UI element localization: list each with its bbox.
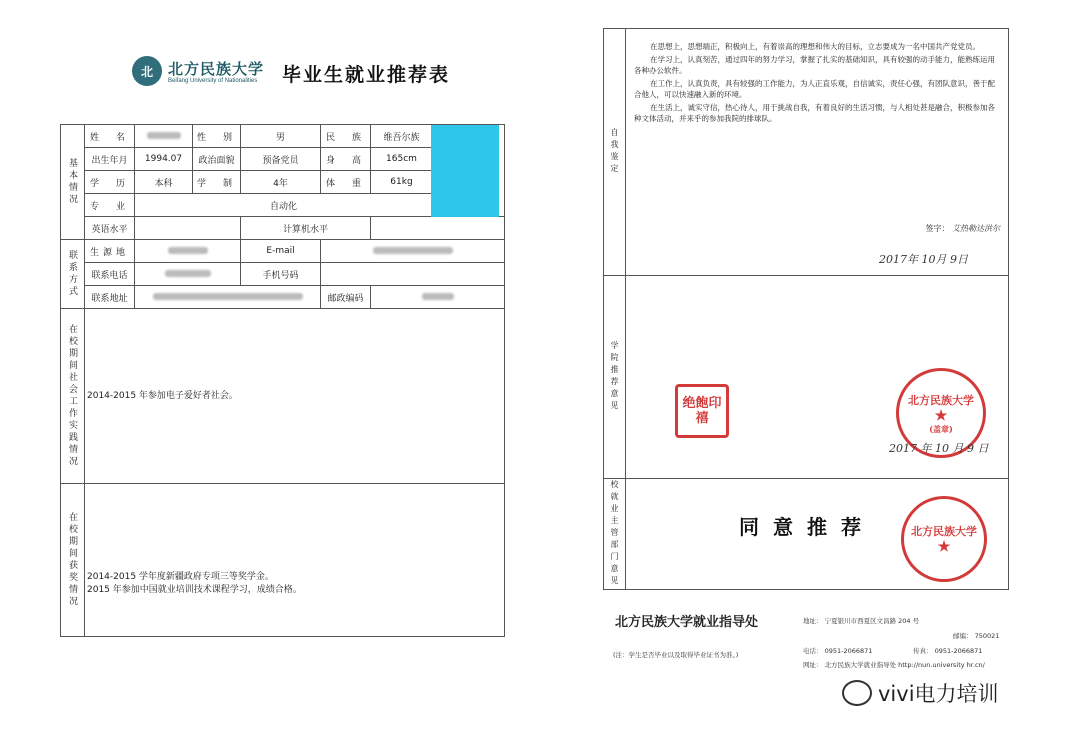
university-name-en: Beifang University of Nationalities xyxy=(168,78,258,84)
recommendation-form-page-1 xyxy=(52,18,540,666)
value-education: 本科 xyxy=(135,171,193,194)
label-mobile: 手机号码 xyxy=(241,263,321,286)
self-eval-para: 在生活上，诚实守信，热心待人，用于挑战自我，有着良好的生活习惯，与人相处甚是融合，积极参加各种文体活动，并来乎的参加我院的排球队。 xyxy=(634,103,995,123)
date-college: 2017 年 10 月 9 日 xyxy=(889,442,989,455)
wechat-icon xyxy=(842,680,872,706)
practice-text: 2014-2015 年参加电子爱好者社会。 xyxy=(85,309,505,484)
label-ethnicity: 民 族 xyxy=(321,125,371,148)
section-college: 学院推荐意见 xyxy=(604,276,626,479)
value-ethnicity: 维吾尔族 xyxy=(371,125,433,148)
recommendation-form-page-2 xyxy=(603,28,1011,692)
section-practice: 在校期间社会工作实践情况 xyxy=(61,309,85,484)
office-stamp-text: 北方民族大学 xyxy=(911,525,977,538)
value-schooling: 4年 xyxy=(241,171,321,194)
label-computer: 计算机水平 xyxy=(241,217,371,240)
footer-note: (注：学生是否毕业以及取得毕业证书为准。) xyxy=(613,651,739,659)
label-weight: 体 重 xyxy=(321,171,371,194)
value-height: 165cm xyxy=(371,148,433,171)
value-email xyxy=(321,240,505,263)
label-phone: 联系电话 xyxy=(85,263,135,286)
label-major: 专 业 xyxy=(85,194,135,217)
self-eval-para: 在工作上，认真负责，具有较强的工作能力，为人正直乐观，自信诚实，责任心强，有团队意识，善于配合他人，可以快速融入新的环境。 xyxy=(634,79,995,99)
value-gender: 男 xyxy=(241,125,321,148)
watermark-text: vivi电力培训 xyxy=(878,682,999,706)
footer-office-name: 北方民族大学就业指导处 xyxy=(615,615,759,630)
footer-postcode: 邮编： 750021 xyxy=(953,632,1000,640)
name-seal: 绝飽印禧 xyxy=(675,384,729,438)
label-english: 英语水平 xyxy=(85,217,135,240)
award-line: 2014-2015 学年度新疆政府专项三等奖学金。 xyxy=(87,572,274,582)
label-height: 身 高 xyxy=(321,148,371,171)
value-political: 预备党员 xyxy=(241,148,321,171)
value-phone xyxy=(135,263,241,286)
value-english xyxy=(135,217,241,240)
self-eval-cell xyxy=(626,29,1009,276)
section-contact: 联系方式 xyxy=(61,240,85,309)
label-birth: 出生年月 xyxy=(85,148,135,171)
awards-cell xyxy=(85,484,505,637)
signature-label: 签字： xyxy=(925,224,950,233)
self-eval-para: 在学习上，认真刻苦，通过四年的努力学习，掌握了扎实的基础知识，具有较强的动手能力，能熟练运用各种办公软件。 xyxy=(634,55,995,75)
college-stamp-inner: (盖章) xyxy=(929,423,953,434)
applicant-photo xyxy=(431,125,499,217)
footer-fax: 传真： 0951-2066871 xyxy=(913,647,983,655)
agree-text: 同意推荐 xyxy=(739,515,875,539)
office-stamp xyxy=(901,496,987,582)
value-major: 自动化 xyxy=(135,194,433,217)
footer-tel: 电话： 0951-2066871 xyxy=(803,647,873,655)
section-self-eval: 自我鉴定 xyxy=(604,29,626,276)
section-basic: 基本情况 xyxy=(61,125,85,240)
university-logo-icon: 北 xyxy=(132,56,162,86)
self-eval-para: 在思想上，思想端正，积极向上，有着崇高的理想和伟大的目标，立志要成为一名中国共产党党员。 xyxy=(650,42,980,51)
star-icon: ★ xyxy=(937,539,951,555)
section-awards: 在校期间获奖情况 xyxy=(61,484,85,637)
value-birth: 1994.07 xyxy=(135,148,193,171)
label-name: 姓 名 xyxy=(85,125,135,148)
college-stamp-text: 北方民族大学 xyxy=(908,393,974,407)
document-title: 毕业生就业推荐表 xyxy=(282,64,451,86)
label-schooling: 学 制 xyxy=(193,171,241,194)
signature-row xyxy=(925,223,1000,234)
label-email: E-mail xyxy=(241,240,321,263)
section-office: 校就业主管部门意见 xyxy=(604,479,626,590)
date-self: 2017年 10月 9日 xyxy=(879,253,968,266)
label-political: 政治面貌 xyxy=(193,148,241,171)
value-name xyxy=(135,125,193,148)
label-education: 学 历 xyxy=(85,171,135,194)
footer-address: 地址： 宁夏银川市西夏区文昌路 204 号 xyxy=(803,617,920,625)
value-mobile xyxy=(321,263,505,286)
value-address xyxy=(135,286,321,309)
label-origin: 生源地 xyxy=(85,240,135,263)
value-postcode xyxy=(371,286,505,309)
value-origin xyxy=(135,240,241,263)
footer-website: 网址： 北方民族大学就业指导处 http://nun.university hr.cn/ xyxy=(803,661,985,669)
label-postcode: 邮政编码 xyxy=(321,286,371,309)
label-address: 联系地址 xyxy=(85,286,135,309)
value-weight: 61kg xyxy=(371,171,433,194)
award-line: 2015 年参加中国就业培训技术课程学习，成绩合格。 xyxy=(87,585,302,595)
signature: 艾热勒达洪尔 xyxy=(952,224,1000,233)
university-name: 北方民族大学 xyxy=(168,60,265,78)
label-gender: 性 别 xyxy=(193,125,241,148)
watermark xyxy=(842,678,999,708)
value-computer xyxy=(371,217,505,240)
star-icon: ★ xyxy=(934,407,948,424)
